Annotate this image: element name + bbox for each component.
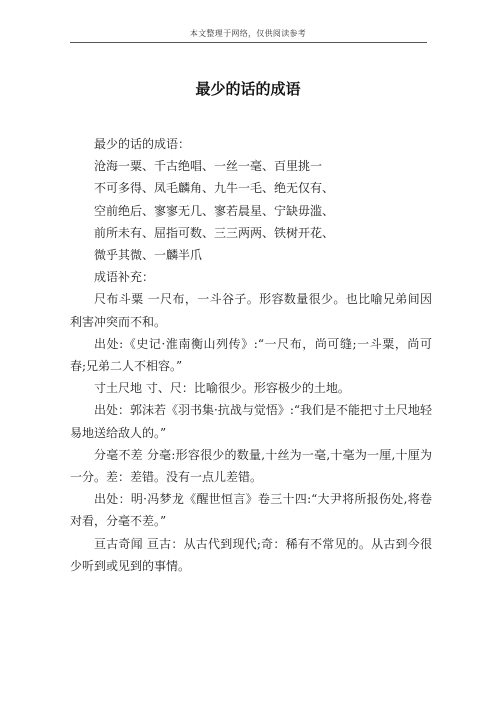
header-divider [70,42,427,43]
document-title: 最少的话的成语 [195,80,301,98]
paragraph-source: 出处:《史记·淮南衡山列传》:“一尺布，尚可缝;一斗粟，尚可春;兄弟二人不相容。” [70,336,432,374]
supplement-heading: 成语补充： [94,270,155,285]
paragraph-fenhao-buicha: 分毫不差 分毫:形容很少的数量,十丝为一毫,十毫为一厘,十厘为一分。差：差错。没有一点儿差错。 [70,447,432,485]
paragraph-cuntu-chidi: 寸土尺地 寸、尺：比喻很少。形容极少的土地。 [94,381,350,396]
idiom-line: 空前绝后、寥寥无几、寥若晨星、宁缺毋滥、 [94,203,335,218]
idiom-line: 微乎其微、一麟半爪 [94,248,203,263]
idiom-line: 前所未有、屈指可数、三三两两、铁树开花、 [94,225,335,240]
document-body [70,133,432,577]
idiom-line: 不可多得、凤毛麟角、九牛一毛、绝无仅有、 [94,181,335,196]
paragraph-source: 出处：郭沫若《羽书集·抗战与觉悟》:“我们是不能把寸土尺地轻易地送给敌人的。” [70,403,432,440]
paragraph-source: 出处：明·冯梦龙《醒世恒言》卷三十四:“大尹将所报伤处,将卷对看，分毫不差。” [70,492,432,529]
paragraph-chibu-dousu: 尺布斗粟 一尺布，一斗谷子。形容数量很少。也比喻兄弟间因利害冲突而不和。 [70,292,432,329]
intro-line: 最少的话的成语： [94,137,191,151]
paragraph-gengu-qiwen: 亘古奇闻 亘古：从古代到现代;奇：稀有不常见的。从古到今很少听到或见到的事情。 [70,536,432,573]
idiom-line: 沧海一粟、千古绝唱、一丝一毫、百里挑一 [94,159,323,174]
page-header-notice: 本文整理于网络，仅供阅读参考 [189,29,307,38]
